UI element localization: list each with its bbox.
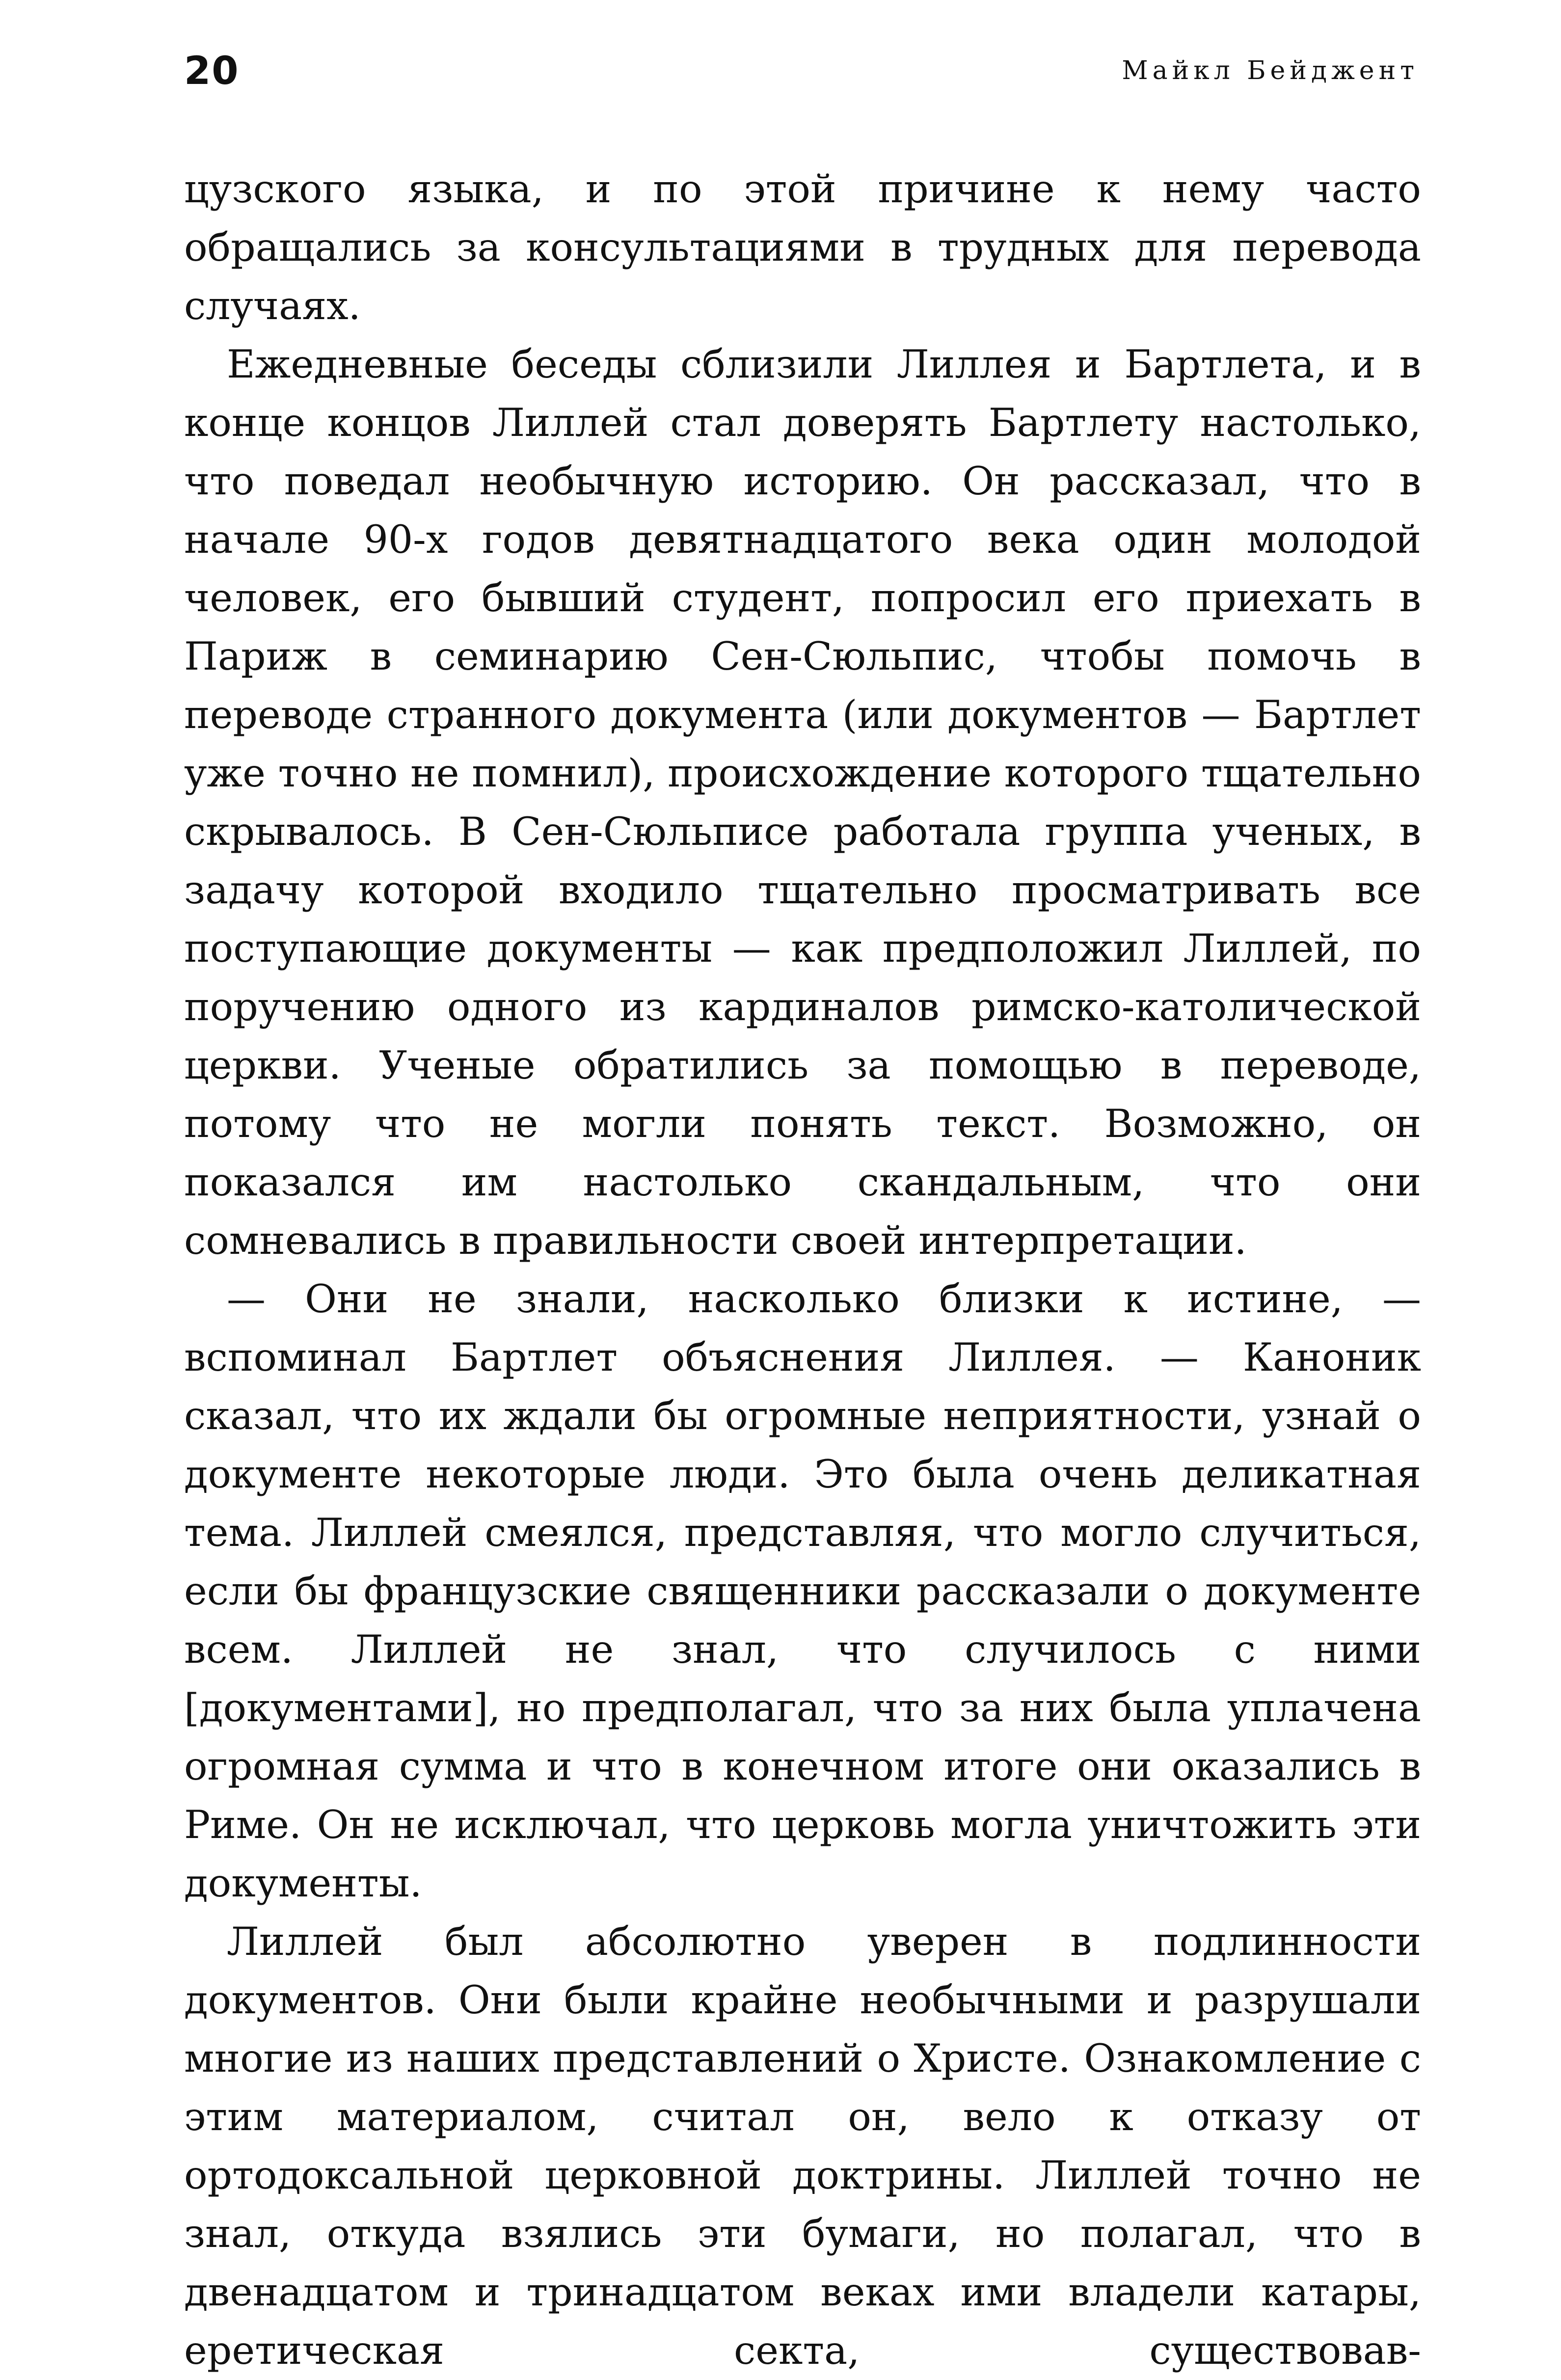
paragraph-4: Лиллей был абсолютно уверен в подлинности документов. Они были крайне необычными и разрушали многие из наших представлений о Христе. Ознакомление с этим материалом, считал он, вело к отказу от ортодоксальной церковной доктрины. Лиллей точно не знал, откуда взялись эти бумаги, но полагал, что в двенадцатом и тринадцатом веках ими владели катары, еретическая секта, существовав-	[184, 1919, 1421, 2373]
paragraph-3: — Они не знали, насколько близки к истине, — вспоминал Бартлет объяснения Лиллея. — Каноник сказал, что их ждали бы огромные неприятности, узнай о документе некоторые люди. Это была очень деликатная тема. Лиллей смеялся, представляя, что могло случиться, если бы французские священники рассказали о документе всем. Лиллей не знал, что случилось с ними [документами], но предполагал, что за них была уплачена огромная сумма и что в конечном итоге они оказались в Риме. Он не исключал, что церковь могла уничтожить эти документы.	[184, 1276, 1421, 1906]
paragraph-1: цузского языка, и по этой причине к нему часто обращались за консультациями в трудных для перевода случаях.	[184, 166, 1421, 328]
paragraph-2: Ежедневные беседы сблизили Лиллея и Бартлета, и в конце концов Лиллей стал доверять Бартлету настолько, что поведал необычную историю. Он рассказал, что в начале 90-х годов девятнадцатого века один молодой человек, его бывший студент, попросил его приехать в Париж в семинарию Сен-Сюльпис, чтобы помочь в переводе странного документа (или документов — Бартлет уже точно не помнил), происхождение которого тщательно скрывалось. В Сен-Сюльписе работала группа ученых, в задачу которой входило тщательно просматривать все поступающие документы — как предположил Лиллей, по поручению одного из кардиналов римско-католической церкви. Ученые обратились за помощью в переводе, потому что не могли понять текст. Возможно, он показался им настолько скандальным, что они сомневались в правильности своей интерпретации.	[184, 342, 1421, 1263]
page-number: 20	[184, 49, 240, 93]
body-text	[184, 160, 1421, 2380]
running-head-author: Майкл Бейджент	[1122, 56, 1419, 85]
